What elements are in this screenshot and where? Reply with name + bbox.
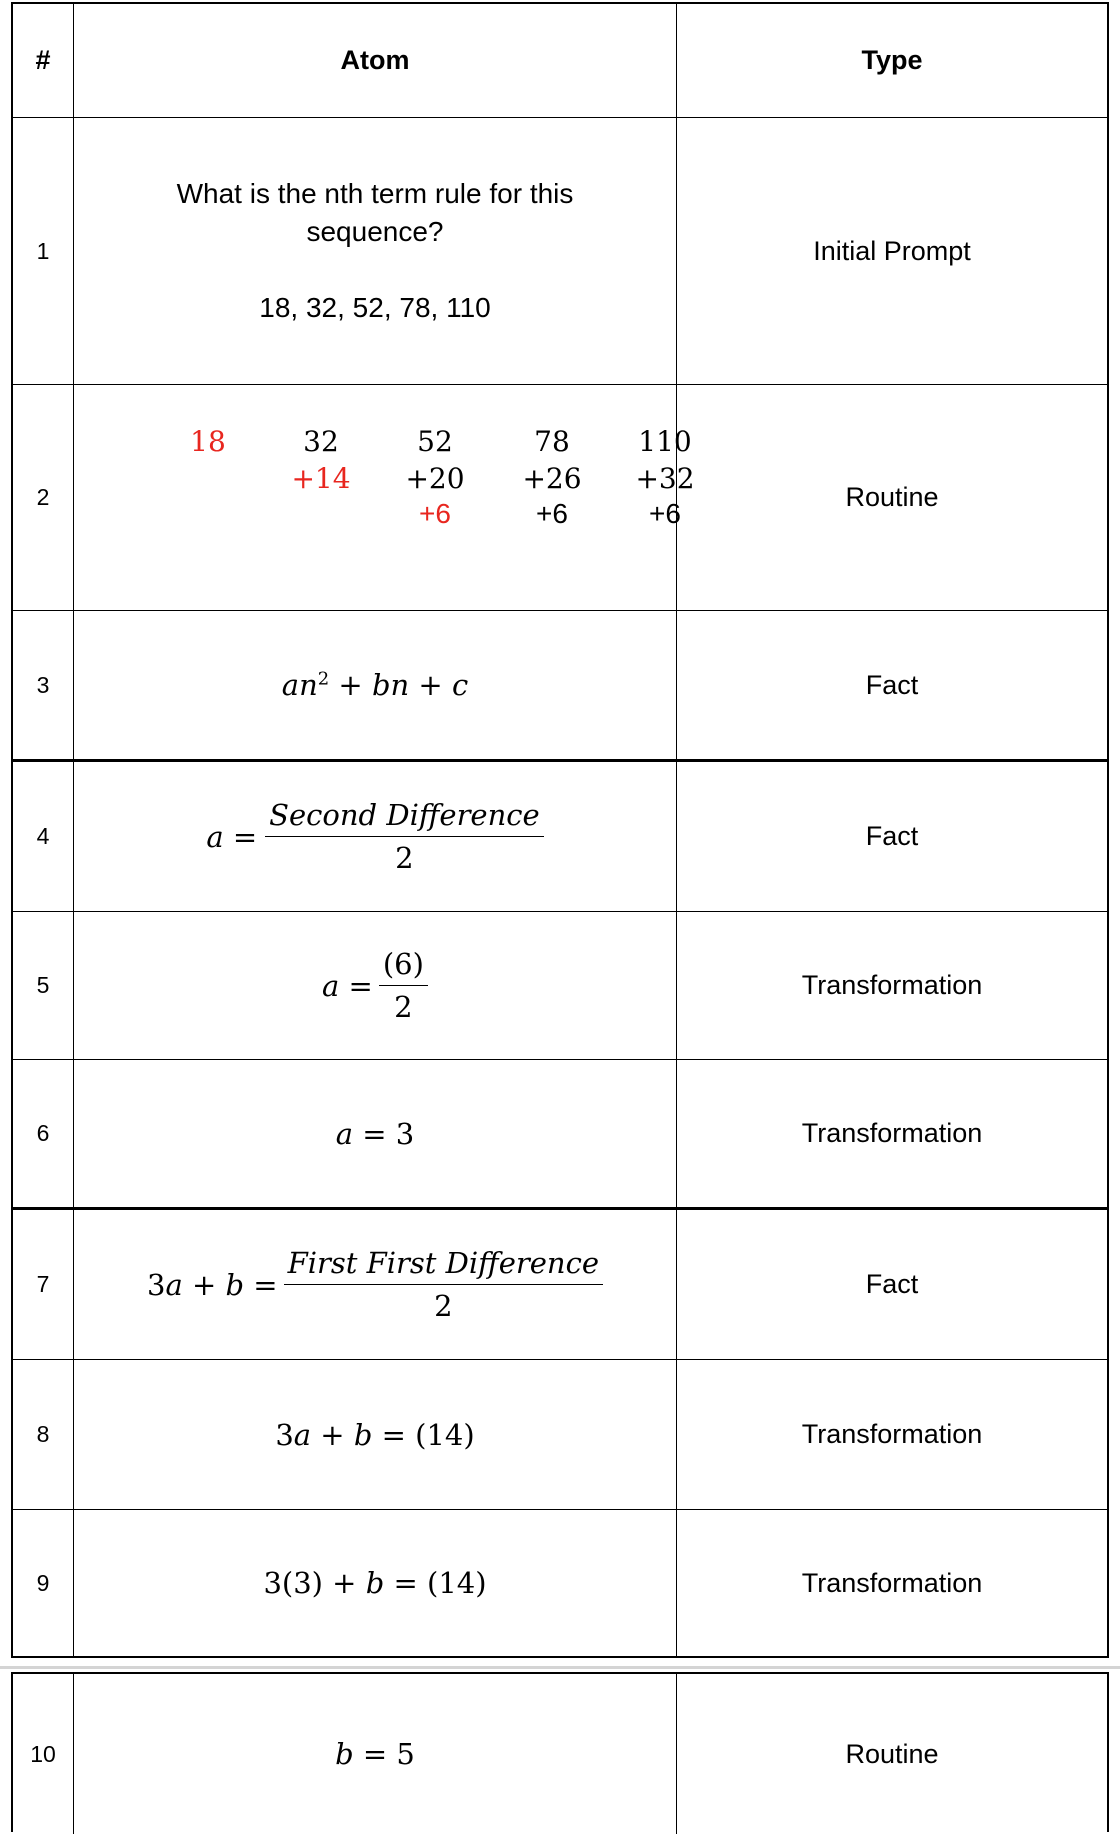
second-difference: +6 (536, 498, 568, 529)
sequence-term: 18 (190, 425, 226, 458)
row-number: 3 (13, 611, 74, 759)
sequence-term: 52 (417, 425, 453, 458)
row-number: 4 (13, 762, 74, 911)
first-difference: +26 (522, 462, 582, 495)
type-cell: Transformation (801, 1567, 983, 1598)
fraction (265, 798, 544, 875)
first-difference: +20 (405, 462, 465, 495)
type-cell: Transformation (801, 1419, 983, 1449)
atom-equation: b = 5 (74, 1674, 677, 1834)
atom-equation: a = $\frac{(6)}{2}$ (74, 912, 677, 1059)
atoms-table (11, 2, 1109, 1658)
type-cell: Routine (845, 1738, 939, 1769)
first-difference: +14 (291, 462, 351, 495)
first-difference: +32 (635, 462, 695, 495)
type-cell: Fact (865, 669, 919, 700)
row-number: 10 (13, 1674, 74, 1834)
header-type: Type (861, 45, 923, 75)
atom-equation: 3a + b = $\frac{\text{First First Difference}}{2}$ (74, 1210, 677, 1359)
table-row (13, 385, 1107, 611)
table-row (13, 762, 1107, 912)
prompt-line: What is the nth term rule for this (176, 178, 574, 209)
table-row (13, 1510, 1107, 1656)
type-cell: Transformation (801, 1118, 983, 1148)
difference-table (74, 385, 695, 610)
table-row (13, 1360, 1107, 1510)
atoms-table-continued (11, 1672, 1109, 1832)
header-atom: Atom (74, 4, 677, 117)
row-number: 6 (13, 1060, 74, 1207)
type-cell: Fact (865, 1269, 919, 1299)
table-row (13, 912, 1107, 1060)
fraction-denominator: 2 (434, 1289, 453, 1323)
row-number: 2 (13, 385, 74, 610)
table-row (13, 1674, 1107, 1834)
atom-equation: 3a + b = (14) (74, 1360, 677, 1509)
table-row (13, 611, 1107, 762)
type-cell: Fact (865, 821, 919, 851)
row-number: 5 (13, 912, 74, 1059)
table-row (13, 1060, 1107, 1210)
row-number: 1 (13, 118, 74, 384)
fraction-denominator: 2 (394, 990, 413, 1024)
sequence-term: 78 (534, 425, 570, 458)
row-number: 8 (13, 1360, 74, 1509)
sequence-term: 32 (303, 425, 339, 458)
second-difference: +6 (419, 498, 451, 529)
fraction-numerator: Second Difference (265, 798, 544, 837)
type-cell: Initial Prompt (813, 235, 971, 266)
type-cell: Transformation (801, 970, 983, 1000)
initial-prompt (177, 175, 574, 327)
row-number: 7 (13, 1210, 74, 1359)
sequence-text: 18, 32, 52, 78, 110 (259, 292, 491, 323)
differences-cell (74, 385, 695, 610)
atom-equation: a = 3 (74, 1060, 677, 1207)
fraction-numerator: (6) (379, 947, 428, 986)
fraction (379, 947, 428, 1024)
header-num: # (13, 4, 74, 117)
fraction-numerator: First First Difference (284, 1246, 603, 1285)
atom-equation: a = $\frac{\text{Second Difference}}{2}$ (74, 762, 677, 911)
row-number: 9 (13, 1510, 74, 1656)
sequence-term: 110 (638, 425, 692, 458)
second-difference: +6 (649, 498, 681, 529)
fraction-denominator: 2 (395, 841, 414, 875)
type-cell: Routine (845, 482, 939, 512)
table-header (13, 4, 1107, 118)
table-row (13, 118, 1107, 385)
page-break-divider (0, 1666, 1120, 1669)
atom-equation: 3(3) + b = (14) (74, 1510, 677, 1656)
quadratic-formula: $an^2$ + bn + c (74, 611, 677, 759)
atom-cell (74, 118, 677, 384)
fraction (284, 1246, 603, 1323)
prompt-line: sequence? (306, 216, 444, 247)
table-row (13, 1210, 1107, 1360)
